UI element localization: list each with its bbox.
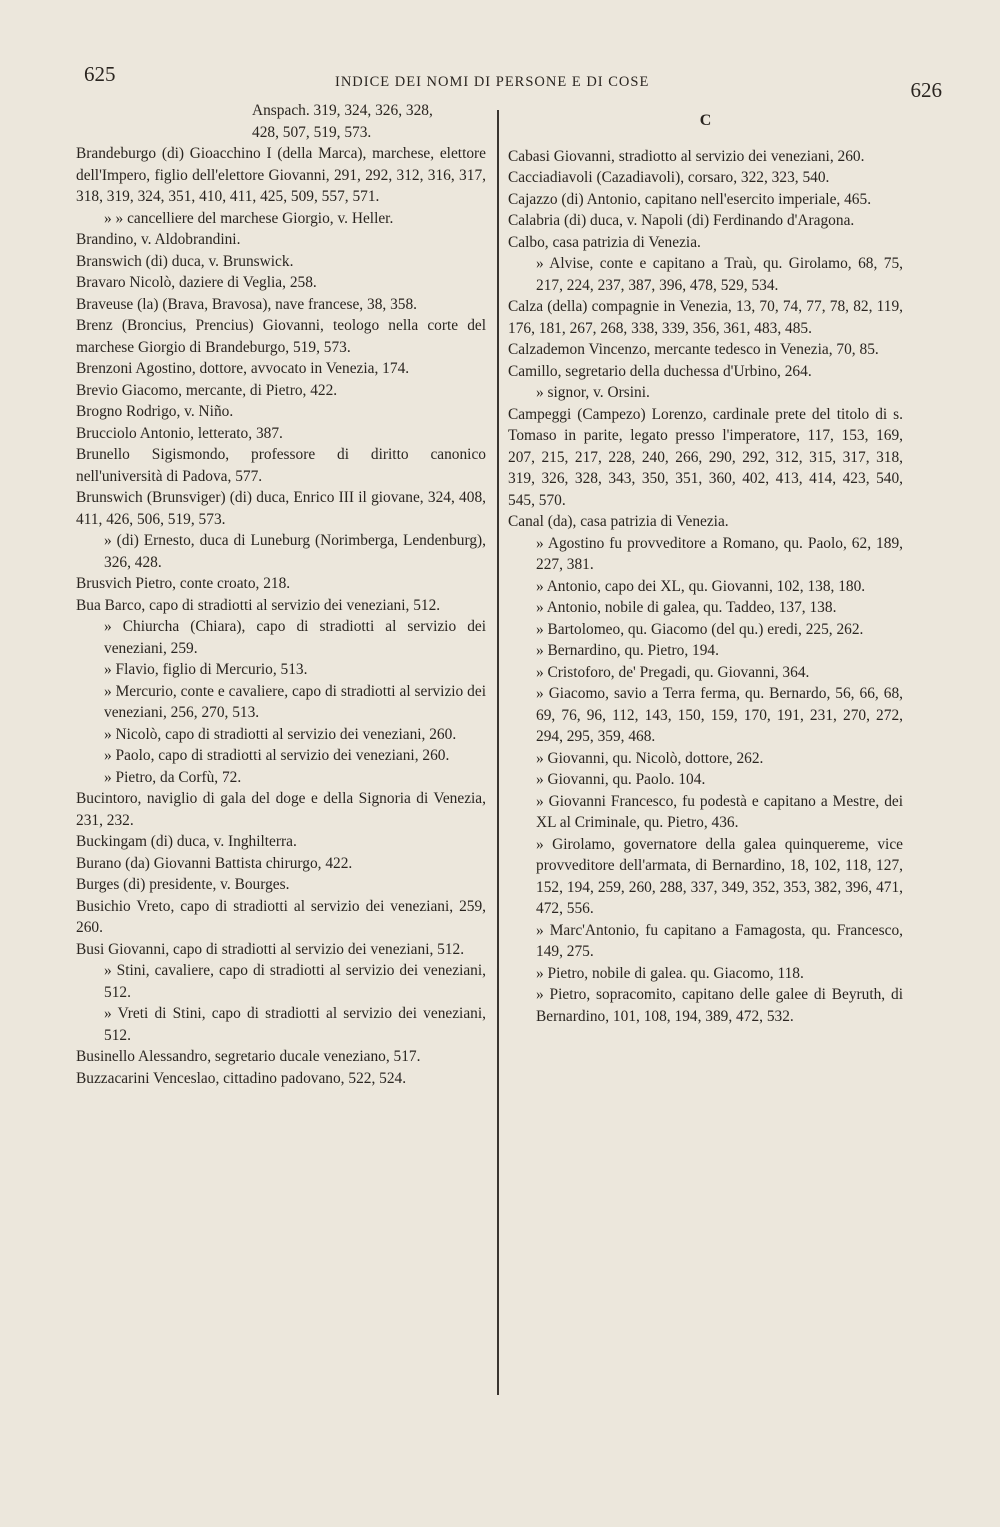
- index-entry: » Bernardino, qu. Pietro, 194.: [536, 642, 719, 659]
- index-entry: Businello Alessandro, segretario ducale veneziano, 517.: [76, 1048, 421, 1065]
- index-entry: Camillo, segretario della duchessa d'Urbino, 264.: [508, 362, 812, 380]
- index-entry: Busichio Vreto, capo di stradiotti al servizio dei veneziani, 259, 260.: [76, 897, 486, 936]
- index-entry: Brevio Giacomo, mercante, di Pietro, 422.: [76, 381, 338, 399]
- index-entry: » Mercurio, conte e cavaliere, capo di stradiotti al servizio dei veneziani, 256, 270, 513.: [104, 682, 486, 721]
- index-entry: » Chiurcha (Chiara), capo di stradiotti al servizio dei veneziani, 259.: [104, 618, 486, 657]
- index-entry: » Giovanni, qu. Paolo. 104.: [536, 771, 706, 788]
- index-entry: Cabasi Giovanni, stradiotto al servizio dei veneziani, 260.: [508, 147, 865, 165]
- index-entry: Anspach. 319, 324, 326, 328,: [252, 102, 433, 119]
- section-letter: C: [699, 112, 712, 129]
- index-entry: » (di) Ernesto, duca di Luneburg (Norimberga, Lendenburg), 326, 428.: [104, 532, 486, 571]
- index-entry: Burano (da) Giovanni Battista chirurgo, 422.: [76, 854, 353, 872]
- index-entry: Canal (da), casa patrizia di Venezia.: [508, 513, 729, 530]
- index-entry: Campeggi (Campezo) Lorenzo, cardinale prete del titolo di s. Tomaso in parite, legato presso l'imperatore, 117, 153, 169, 207, 215, 217, 228, 240, 266, 290, 292, 312, 315, 317, 318, 319, 326, 328, 343, 350, 351, 360, 402, 413, 414, 423, 540, 545, 570.: [508, 405, 903, 509]
- index-entry: » Bartolomeo, qu. Giacomo (del qu.) eredi, 225, 262.: [536, 620, 864, 638]
- index-entry: » Pietro, da Corfù, 72.: [104, 768, 242, 786]
- index-entry: » Vreti di Stini, capo di stradiotti al servizio dei veneziani, 512.: [104, 1005, 486, 1044]
- index-entry: » Nicolò, capo di stradiotti al servizio dei veneziani, 260.: [104, 725, 457, 743]
- index-entry: » Alvise, conte e capitano a Traù, qu. Girolamo, 68, 75, 217, 224, 237, 387, 396, 478, 529, 534.: [536, 255, 903, 294]
- index-entry: » Paolo, capo di stradiotti al servizio dei veneziani, 260.: [104, 747, 450, 764]
- index-entry: » Pietro, sopracomito, capitano delle galee di Beyruth, di Bernardino, 101, 108, 194, 389, 472, 532.: [536, 986, 903, 1025]
- index-entry: 428, 507, 519, 573.: [252, 123, 372, 141]
- index-entry: » » cancelliere del marchese Giorgio, v. Heller.: [104, 209, 394, 227]
- running-title: INDICE DEI NOMI DI PERSONE E DI COSE: [335, 74, 650, 90]
- column-divider: [497, 110, 499, 1395]
- index-entry: » Stini, cavaliere, capo di stradiotti al servizio dei veneziani, 512.: [104, 962, 486, 1001]
- index-entry: » Giovanni, qu. Nicolò, dottore, 262.: [536, 749, 764, 767]
- index-entry: » Marc'Antonio, fu capitano a Famagosta, qu. Francesco, 149, 275.: [536, 921, 903, 960]
- index-entry: Calzademon Vincenzo, mercante tedesco in Venezia, 70, 85.: [508, 341, 879, 358]
- index-entry: » Agostino fu provveditore a Romano, qu. Paolo, 62, 189, 227, 381.: [536, 534, 903, 573]
- index-entry: Buzzacarini Venceslao, cittadino padovano, 522, 524.: [76, 1069, 407, 1087]
- right-column: [508, 100, 903, 1027]
- index-entry: » Pietro, nobile di galea. qu. Giacomo, 118.: [536, 964, 804, 982]
- index-entry: Cacciadiavoli (Cazadiavoli), corsaro, 322, 323, 540.: [508, 169, 830, 186]
- index-entry: Brusvich Pietro, conte croato, 218.: [76, 575, 291, 592]
- index-entry: Brogno Rodrigo, v. Niño.: [76, 403, 234, 420]
- page-number-right: 626: [910, 78, 942, 102]
- index-entry: » signor, v. Orsini.: [536, 384, 650, 401]
- index-entry: Calza (della) compagnie in Venezia, 13, 70, 74, 77, 78, 82, 119, 176, 181, 267, 268, 338, 339, 356, 361, 483, 485.: [508, 298, 903, 337]
- index-entry: » Cristoforo, de' Pregadi, qu. Giovanni, 364.: [536, 663, 810, 681]
- left-column: [76, 100, 486, 1089]
- index-entry: Brandino, v. Aldobrandini.: [76, 231, 241, 248]
- index-entry: Bravaro Nicolò, daziere di Veglia, 258.: [76, 274, 317, 291]
- index-entry: » Giovanni Francesco, fu podestà e capitano a Mestre, dei XL al Criminale, qu. Pietro, 436.: [536, 792, 903, 831]
- page-header: [0, 62, 1000, 102]
- index-entry: Brenz (Broncius, Prencius) Giovanni, teologo nella corte del marchese Giorgio di Brandeburgo, 519, 573.: [76, 317, 486, 356]
- index-entry: Brandeburgo (di) Gioacchino I (della Marca), marchese, elettore dell'Impero, figlio dell'elettore Giovanni, 291, 292, 312, 316, 317, 318, 319, 324, 351, 410, 411, 425, 509, 557, 571.: [76, 145, 486, 205]
- index-entry: Branswich (di) duca, v. Brunswick.: [76, 252, 294, 270]
- index-entry: » Giacomo, savio a Terra ferma, qu. Bernardo, 56, 66, 68, 69, 76, 96, 112, 143, 150, 159, 170, 191, 231, 270, 272, 294, 295, 359, 468.: [536, 685, 903, 745]
- index-entry: Bucintoro, naviglio di gala del doge e della Signoria di Venezia, 231, 232.: [76, 790, 486, 829]
- index-entry: Busi Giovanni, capo di stradiotti al servizio dei veneziani, 512.: [76, 940, 465, 958]
- index-entry: Buckingam (di) duca, v. Inghilterra.: [76, 833, 297, 850]
- index-entry: Calbo, casa patrizia di Venezia.: [508, 233, 701, 251]
- index-entry: Brunswich (Brunsviger) (di) duca, Enrico III il giovane, 324, 408, 411, 426, 506, 519, 573.: [76, 489, 486, 528]
- index-entry: Cajazzo (di) Antonio, capitano nell'esercito imperiale, 465.: [508, 190, 872, 208]
- index-entry: Calabria (di) duca, v. Napoli (di) Ferdinando d'Aragona.: [508, 212, 855, 229]
- index-entry: » Antonio, capo dei XL, qu. Giovanni, 102, 138, 180.: [536, 577, 866, 595]
- page-number-left: 625: [84, 62, 116, 86]
- index-entry: » Girolamo, governatore della galea quinquereme, vice provveditore dell'armata, di Bernardino, 18, 102, 118, 127, 152, 194, 259, 260, 288, 337, 349, 352, 353, 382, 396, 471, 472, 556.: [536, 835, 903, 917]
- index-entry: » Flavio, figlio di Mercurio, 513.: [104, 661, 308, 678]
- index-entry: Brucciolo Antonio, letterato, 387.: [76, 424, 283, 442]
- index-entry: Brunello Sigismondo, professore di diritto canonico nell'università di Padova, 577.: [76, 446, 486, 485]
- index-entry: Brenzoni Agostino, dottore, avvocato in Venezia, 174.: [76, 360, 410, 377]
- index-entry: Bua Barco, capo di stradiotti al servizio dei veneziani, 512.: [76, 596, 441, 614]
- index-entry: Burges (di) presidente, v. Bourges.: [76, 876, 290, 893]
- index-entry: Braveuse (la) (Brava, Bravosa), nave francese, 38, 358.: [76, 295, 418, 313]
- index-entry: » Antonio, nobile di galea, qu. Taddeo, 137, 138.: [536, 599, 837, 616]
